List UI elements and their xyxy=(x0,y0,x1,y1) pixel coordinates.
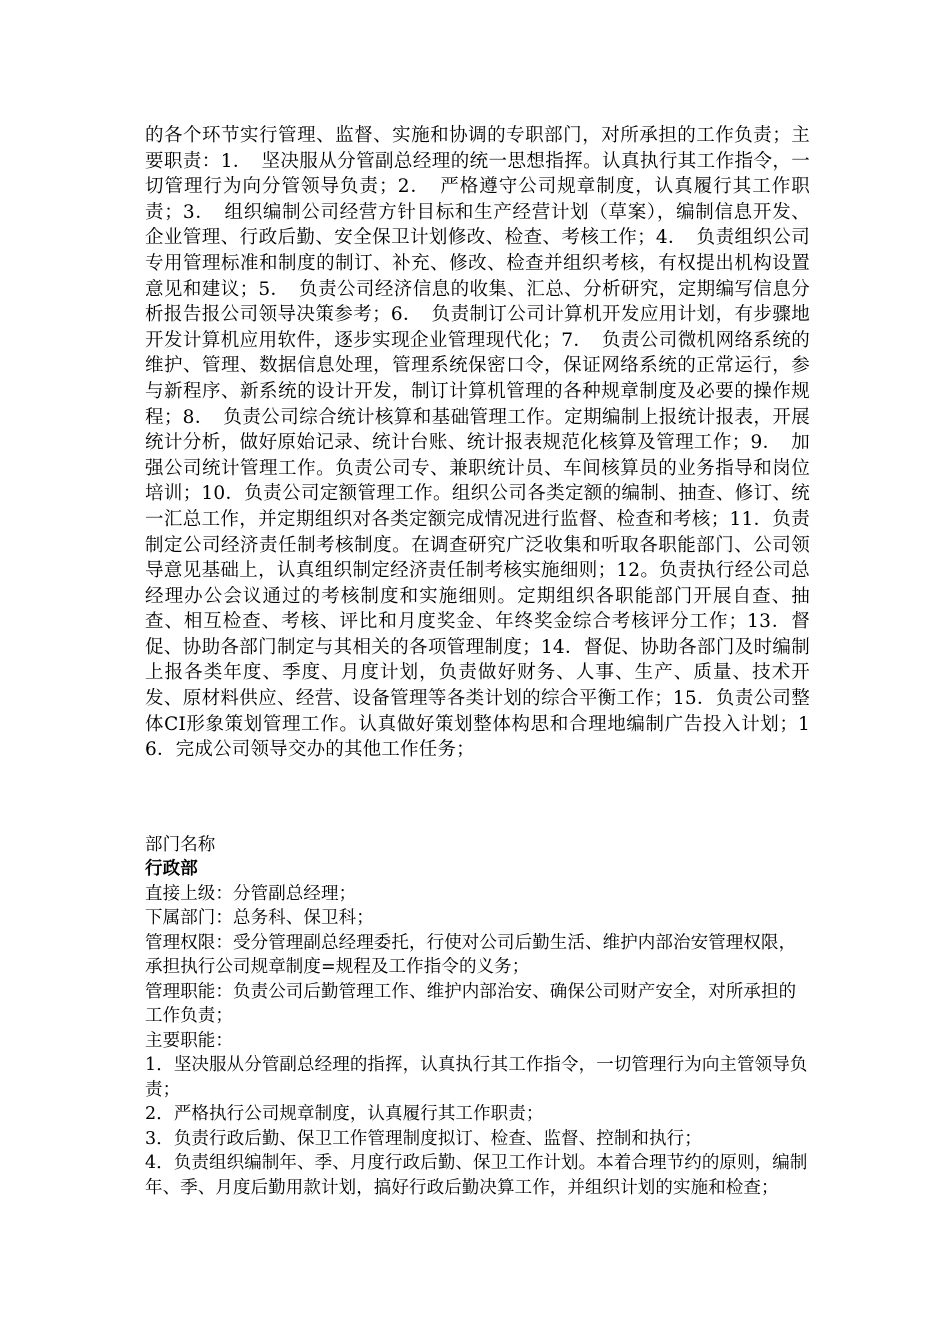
department-name: 行政部 xyxy=(145,859,198,880)
duty-item: 4．负责组织编制年、季、月度行政后勤、保卫工作计划。本着合理节约的原则，编制年、季、月度后勤用款计划，搞好行政后勤决算工作，并组织计划的实施和检查； xyxy=(145,1153,808,1198)
main-duties-label: 主要职能： xyxy=(145,1030,233,1051)
section-spacer xyxy=(145,763,810,833)
department-section xyxy=(145,833,810,1201)
direct-superior: 直接上级：分管副总经理； xyxy=(145,883,357,904)
duty-item: 2．严格执行公司规章制度，认真履行其工作职责； xyxy=(145,1104,544,1125)
department-label: 部门名称 xyxy=(145,834,216,855)
management-authority: 管理权限：受分管理副总经理委托，行使对公司后勤生活、维护内部治安管理权限，承担执行公司规章制度=规程及工作指令的义务； xyxy=(145,932,797,978)
duty-item: 1．坚决服从分管副总经理的指挥，认真执行其工作指令，一切管理行为向主管领导负责； xyxy=(145,1055,808,1100)
document-page xyxy=(145,123,810,1200)
subordinate-departments: 下属部门：总务科、保卫科； xyxy=(145,908,374,929)
management-function: 管理职能：负责公司后勤管理工作、维护内部治安、确保公司财产安全，对所承担的工作负责； xyxy=(145,981,797,1027)
duty-item: 3．负责行政后勤、保卫工作管理制度拟订、检查、监督、控制和执行； xyxy=(145,1128,702,1149)
intro-paragraph: 的各个环节实行管理、监督、实施和协调的专职部门，对所承担的工作负责；主要职责：1． 坚决服从分管副总经理的统一思想指挥。认真执行其工作指令，一切管理行为向分管领导负责；2． 严格遵守公司规章制度，认真履行其工作职责；3． 组织编制公司经营方针目标和生产经营计划（草案），编制信息开发、企业管理、行政后勤、安全保卫计划修改、检查、考核工作；4． 负责组织公司专用管理标准和制度的制订、补充、修改、检查并组织考核，有权提出机构设置意见和建议；5． 负责公司经济信息的收集、汇总、分析研究，定期编写信息分析报告报公司领导决策参考；6． 负责制订公司计算机开发应用计划，有步骤地开发计算机应用软件，逐步实现企业管理现代化；7． 负责公司微机网络系统的维护、管理、数据信息处理，管理系统保密口令，保证网络系统的正常运行，参与新程序、新系统的设计开发，制订计算机管理的各种规章制度及必要的操作规程；8． 负责公司综合统计核算和基础管理工作。定期编制上报统计报表，开展统计分析，做好原始记录、统计台账、统计报表规范化核算及管理工作；9． 加强公司统计管理工作。负责公司专、兼职统计员、车间核算员的业务指导和岗位培训；10．负责公司定额管理工作。组织公司各类定额的编制、抽查、修订、统一汇总工作，并定期组织对各类定额完成情况进行监督、检查和考核；11．负责制定公司经济责任制考核制度。在调查研究广泛收集和听取各职能部门、公司领导意见基础上，认真组织制定经济责任制考核实施细则；12。负责执行经公司总经理办公会议通过的考核制度和实施细则。定期组织各职能部门开展自查、抽查、相互检查、考核、评比和月度奖金、年终奖金综合考核评分工作；13．督促、协助各部门制定与其相关的各项管理制度；14．督促、协助各部门及时编制上报各类年度、季度、月度计划，负责做好财务、人事、生产、质量、技术开发、原材料供应、经营、设备管理等各类计划的综合平衡工作；15．负责公司整体CI形象策划管理工作。认真做好策划整体构思和合理地编制广告投入计划；16．完成公司领导交办的其他工作任务； xyxy=(145,125,810,761)
